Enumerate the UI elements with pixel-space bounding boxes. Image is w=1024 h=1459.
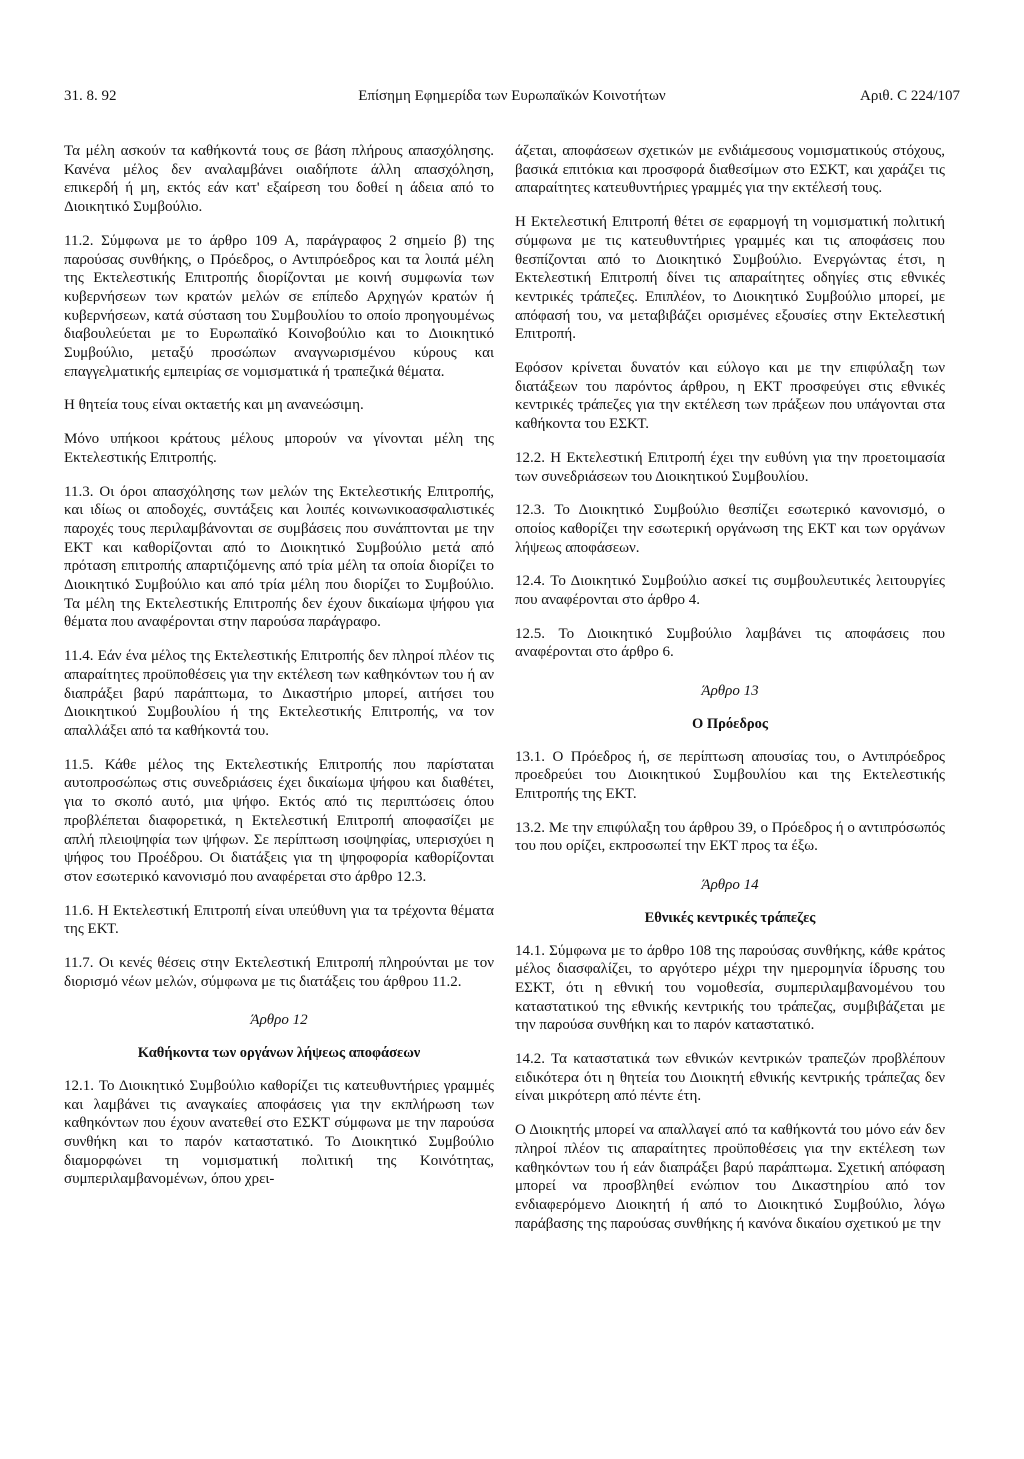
right-column bbox=[515, 142, 945, 1248]
article-12-title: Καθήκοντα των οργάνων λήψεως αποφάσεων bbox=[137, 1045, 421, 1062]
paragraph: 11.6. Η Εκτελεστική Επιτροπή είναι υπεύθυνη για τα τρέχοντα θέματα της ΕΚΤ. bbox=[64, 902, 494, 938]
paragraph: 12.3. Το Διοικητικό Συμβούλιο θεσπίζει εσωτερικό κανονισμό, ο οποίος καθορίζει την εσωτερική οργάνωση της ΕΚΤ και των οργάνων λήψεως αποφάσεων. bbox=[515, 502, 945, 556]
left-column bbox=[64, 142, 494, 1204]
paragraph: 11.2. Σύμφωνα με το άρθρο 109 Α, παράγραφος 2 σημείο β) της παρούσας συνθήκης, ο Πρόεδρος, ο Αντιπρόεδρος και τα λοιπά μέλη της Εκτελεστικής Επιτροπής διορίζονται με κοινή συμφωνία των κυβερνήσεων των κρατών μελών σε επίπεδο Αρχηγών κρατών ή κυβερνήσεων, κατά σύσταση του Συμβουλίου το οποίο προηγουμένως διαβουλεύεται με το Ευρωπαϊκό Κοινοβούλιο και το Διοικητικό Συμβούλιο, μεταξύ προσώπων αναγνωρισμένου κύρους και επαγγελματικής εμπειρίας σε νομισματικά ή τραπεζικά θέματα. bbox=[64, 232, 494, 380]
article-13-title: Ο Πρόεδρος bbox=[691, 715, 769, 732]
paragraph: Ο Διοικητής μπορεί να απαλλαγεί από τα καθήκοντά του μόνο εάν δεν πληροί πλέον τις απαραίτητες προϋποθέσεις για την εκτέλεση των καθηκόντων του ή εάν διαπράξει βαρύ παράπτωμα. Σχετική απόφαση μπορεί να προσβληθεί ενώπιον του Δικαστηρίου από τον ενδιαφερόμενο Διοικητή ή από το Διοικητικό Συμβούλιο, λόγω παράβασης της παρούσας συνθήκης ή κανόνα δικαίου σχετικού με την bbox=[515, 1122, 945, 1232]
paragraph: Η Εκτελεστική Επιτροπή θέτει σε εφαρμογή τη νομισματική πολιτική σύμφωνα με τις κατευθυντήριες γραμμές και τις αποφάσεις που θεσπίζονται από το Διοικητικό Συμβούλιο. Ενεργώντας έτσι, η Εκτελεστική Επιτροπή δίνει τις απαραίτητες οδηγίες στις εθνικές κεντρικές τράπεζες. Επιπλέον, το Διοικητικό Συμβούλιο μπορεί, με απόφασή του, να μεταβιβάζει ορισμένες εξουσίες στην Εκτελεστική Επιτροπή. bbox=[515, 214, 945, 343]
paragraph: 11.4. Εάν ένα μέλος της Εκτελεστικής Επιτροπής δεν πληροί πλέον τις απαραίτητες προϋποθέσεις για την εκτέλεση των καθηκόντων του ή αν διαπράξει βαρύ παράπτωμα, το Δικαστήριο μπορεί, αιτήσει του Διοικητικού Συμβουλίου ή της Εκτελεστικής Επιτροπής, να τον απαλλάξει από τα καθήκοντά του. bbox=[64, 648, 494, 739]
article-14-heading: Άρθρο 14 bbox=[701, 877, 759, 894]
paragraph: Η θητεία τους είναι οκταετής και μη ανανεώσιμη. bbox=[64, 397, 364, 414]
article-13-heading: Άρθρο 13 bbox=[701, 683, 759, 700]
paragraph: Εφόσον κρίνεται δυνατόν και εύλογο και με την επιφύλαξη των διατάξεων του παρόντος άρθρου, η ΕΚΤ προσφεύγει στις εθνικές κεντρικές τράπεζες για την εκτέλεση των πράξεων που υπάγονται στα καθήκοντα του ΕΣΚΤ. bbox=[515, 360, 945, 433]
paragraph: 11.7. Οι κενές θέσεις στην Εκτελεστική Επιτροπή πληρούνται με τον διορισμό νέων μελών, σύμφωνα με τις διατάξεις του άρθρου 11.2. bbox=[64, 955, 494, 990]
paragraph: 11.5. Κάθε μέλος της Εκτελεστικής Επιτροπής που παρίσταται αυτοπροσώπως στις συνεδριάσεις έχει δικαίωμα ψήφου και διαθέτει, για το σκοπό αυτό, μια ψήφο. Εκτός από τις περιπτώσεις όπου προβλέπεται διαφορετικά, η Εκτελεστική Επιτροπή αποφασίζει με απλή πλειοψηφία των ψήφων. Σε περίπτωση ισοψηφίας, υπερισχύει η ψήφος του Προέδρου. Οι διατάξεις για τη ψηφοφορία καθορίζονται στον εσωτερικό κανονισμό που αναφέρεται στο άρθρο 12.3. bbox=[64, 756, 494, 885]
paragraph: Μόνο υπήκοοι κράτους μέλους μπορούν να γίνονται μέλη της Εκτελεστικής Επιτροπής. bbox=[64, 431, 494, 466]
paragraph: 13.1. Ο Πρόεδρος ή, σε περίπτωση απουσίας του, ο Αντιπρόεδρος προεδρεύει του Διοικητικού Συμβουλίου και της Εκτελεστικής Επιτροπής της ΕΚΤ. bbox=[515, 748, 945, 802]
paragraph: 13.2. Με την επιφύλαξη του άρθρου 39, ο Πρόεδρος ή ο αντιπρόσωπός του που ορίζει, εκπροσωπεί την ΕΚΤ προς τα έξω. bbox=[515, 819, 945, 855]
header-date: 31. 8. 92 bbox=[64, 88, 117, 104]
article-12-heading: Άρθρο 12 bbox=[250, 1012, 308, 1029]
paragraph: 12.5. Το Διοικητικό Συμβούλιο λαμβάνει τις αποφάσεις που αναφέρονται στο άρθρο 6. bbox=[515, 625, 945, 661]
paragraph: 11.3. Οι όροι απασχόλησης των μελών της Εκτελεστικής Επιτροπής, και ιδίως οι αποδοχές, συντάξεις και λοιπές κοινωνικοασφαλιστικές παροχές τους περιλαμβάνονται σε συμβάσεις που συνάπτονται με την ΕΚΤ και καθορίζονται από το Διοικητικό Συμβούλιο μετά από πρόταση επιτροπής απαρτιζόμενης από τρία μέλη τα οποία διορίζει το Διοικητικό Συμβούλιο και από τρία μέλη που διορίζει το Συμβούλιο. Τα μέλη της Εκτελεστικής Επιτροπής δεν έχουν δικαίωμα ψήφου για θέματα που αναφέρονται στην παρούσα παράγραφο. bbox=[64, 483, 494, 631]
paragraph: 12.1. Το Διοικητικό Συμβούλιο καθορίζει τις κατευθυντήριες γραμμές και λαμβάνει τις αναγκαίες αποφάσεις για την εκπλήρωση των καθηκόντων που έχουν ανατεθεί στο ΕΣΚΤ σύμφωνα με την παρούσα συνθήκη και το παρόν καταστατικό. Το Διοικητικό Συμβούλιο διαμορφώνει τη νομισματική πολιτική της Κοινότητας, συμπεριλαμβανομένων, όπου χρει- bbox=[64, 1077, 494, 1188]
header-reference: Αριθ. C 224/107 bbox=[860, 88, 960, 104]
paragraph: 12.2. Η Εκτελεστική Επιτροπή έχει την ευθύνη για την προετοιμασία των συνεδριάσεων του Διοικητικού Συμβουλίου. bbox=[515, 449, 945, 485]
paragraph: Τα μέλη ασκούν τα καθήκοντά τους σε βάση πλήρους απασχόλησης. Κανένα μέλος δεν αναλαμβάνει οιαδήποτε άλλη απασχόληση, επικερδή ή μη, εκτός εάν κατ' εξαίρεση του δοθεί η άδεια από το Διοικητικό Συμβούλιο. bbox=[64, 143, 494, 216]
article-14-title: Εθνικές κεντρικές τράπεζες bbox=[644, 909, 816, 926]
paragraph: 14.1. Σύμφωνα με το άρθρο 108 της παρούσας συνθήκης, κάθε κράτος μέλος διασφαλίζει, το αργότερο μέχρι την ημερομηνία ίδρυσης του ΕΣΚΤ, ότι η εθνική του νομοθεσία, συμπεριλαμβανομένου του καταστατικού της εθνικής κεντρικής του τράπεζας, συμβιβάζεται με την παρούσα συνθήκη και το παρόν καταστατικό. bbox=[515, 942, 945, 1034]
paragraph: 14.2. Τα καταστατικά των εθνικών κεντρικών τραπεζών προβλέπουν ειδικότερα ότι η θητεία του Διοικητή εθνικής κεντρικής τράπεζας δεν είναι μικρότερη από πέντε έτη. bbox=[515, 1051, 945, 1105]
header-journal-title: Επίσημη Εφημερίδα των Ευρωπαϊκών Κοινοτήτων bbox=[358, 88, 666, 104]
paragraph: άζεται, αποφάσεων σχετικών με ενδιάμεσους νομισματικούς στόχους, βασικά επιτόκια και προσφορά διαθεσίμων στο ΕΣΚΤ, και χαράζει τις απαραίτητες κατευθυντήριες γραμμές για την εκτέλεσή τους. bbox=[515, 143, 945, 197]
paragraph: 12.4. Το Διοικητικό Συμβούλιο ασκεί τις συμβουλευτικές λειτουργίες που αναφέρονται στο άρθρο 4. bbox=[515, 573, 945, 609]
